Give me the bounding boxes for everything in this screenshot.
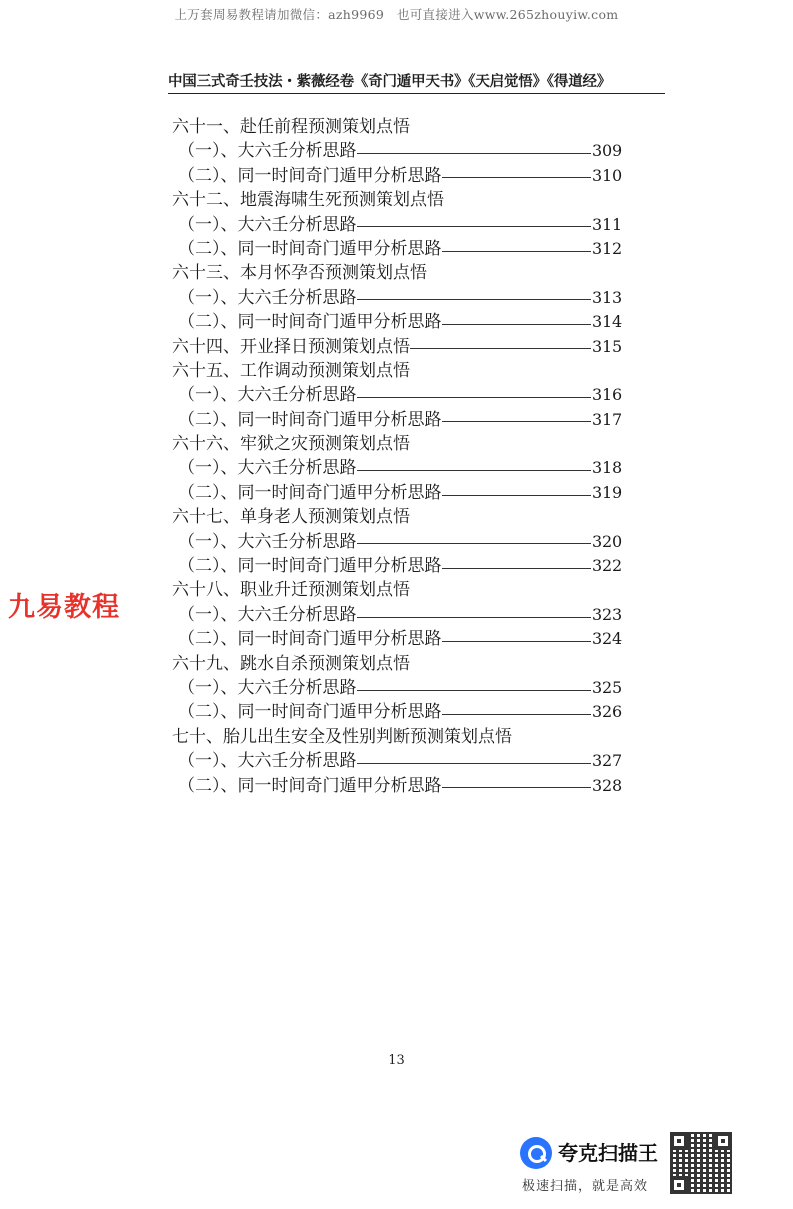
toc-subentry bbox=[170, 481, 622, 505]
toc-entry-title: （二）、同一时间奇门遁甲分析思路 bbox=[178, 556, 442, 577]
toc-section bbox=[170, 725, 622, 749]
toc-page-number: 318 bbox=[592, 458, 622, 478]
toc-leader-line bbox=[442, 177, 592, 178]
toc-subentry bbox=[170, 310, 622, 334]
toc-subentry bbox=[170, 139, 622, 163]
toc-entry-title: （一）、大六壬分析思路 bbox=[178, 287, 357, 308]
header-rule bbox=[168, 93, 665, 94]
toc-leader-line bbox=[442, 421, 592, 422]
toc-subentry bbox=[170, 456, 622, 480]
toc-entry-title: 六十一、赴任前程预测策划点悟 bbox=[172, 117, 410, 137]
toc-entry-title: （二）、同一时间奇门遁甲分析思路 bbox=[178, 312, 442, 333]
toc-entry-title: 六十四、开业择日预测策划点悟 bbox=[172, 336, 410, 357]
toc-leader-line bbox=[357, 153, 592, 154]
toc-page-number: 316 bbox=[592, 385, 622, 405]
toc-section bbox=[170, 359, 622, 383]
toc-entry-title: 六十六、牢狱之灾预测策划点悟 bbox=[172, 434, 410, 455]
toc-page-number: 315 bbox=[592, 336, 622, 356]
toc-page-number: 327 bbox=[592, 751, 622, 771]
scanner-app-name: 夸克扫描王 bbox=[558, 1141, 658, 1165]
toc-section bbox=[170, 578, 622, 602]
toc-subentry bbox=[170, 383, 622, 407]
toc-leader-line bbox=[357, 397, 592, 398]
toc-entry-title: （一）、大六壬分析思路 bbox=[178, 214, 357, 235]
toc-leader-line bbox=[442, 714, 592, 715]
toc-subentry bbox=[170, 213, 622, 237]
toc-entry-title: （一）、大六壬分析思路 bbox=[178, 604, 357, 625]
toc-page-number: 323 bbox=[592, 604, 622, 624]
toc-leader-line bbox=[442, 641, 592, 642]
toc-leader-line bbox=[357, 617, 592, 618]
toc-section bbox=[170, 505, 622, 529]
toc-page-number: 311 bbox=[592, 214, 622, 234]
watermark: 九易教程 bbox=[8, 592, 120, 623]
toc-subentry bbox=[170, 530, 622, 554]
toc-section bbox=[170, 652, 622, 676]
toc-entry-title: 六十五、工作调动预测策划点悟 bbox=[172, 360, 410, 381]
toc-subentry bbox=[170, 164, 622, 188]
toc-subentry bbox=[170, 603, 622, 627]
toc-entry-title: （一）、大六壬分析思路 bbox=[178, 458, 357, 479]
toc-section bbox=[170, 335, 622, 359]
toc-page-number: 322 bbox=[592, 556, 622, 576]
toc-leader-line bbox=[442, 787, 592, 788]
toc-subentry bbox=[170, 237, 622, 261]
toc-entry-title: （二）、同一时间奇门遁甲分析思路 bbox=[178, 629, 442, 650]
toc-leader-line bbox=[442, 568, 592, 569]
toc-leader-line bbox=[410, 348, 591, 349]
toc-entry-title: 六十八、职业升迁预测策划点悟 bbox=[172, 580, 410, 601]
toc-entry-title: 六十九、跳水自杀预测策划点悟 bbox=[172, 653, 410, 674]
toc-entry-title: （二）、同一时间奇门遁甲分析思路 bbox=[178, 775, 442, 796]
toc-entry-title: 六十二、地震海啸生死预测策划点悟 bbox=[172, 190, 444, 211]
toc-page-number: 324 bbox=[592, 629, 622, 649]
toc-page-number: 320 bbox=[592, 531, 622, 551]
toc-section bbox=[170, 115, 622, 139]
toc-leader-line bbox=[357, 470, 592, 471]
toc-leader-line bbox=[357, 226, 592, 227]
toc-section bbox=[170, 432, 622, 456]
toc-page-number: 326 bbox=[592, 702, 622, 722]
toc-subentry bbox=[170, 749, 622, 773]
toc-section bbox=[170, 188, 622, 212]
table-of-contents bbox=[170, 115, 622, 798]
toc-entry-title: 七十、胎儿出生安全及性别判断预测策划点悟 bbox=[172, 726, 512, 747]
toc-page-number: 310 bbox=[592, 165, 622, 185]
toc-subentry bbox=[170, 286, 622, 310]
scanner-branding bbox=[520, 1132, 735, 1198]
toc-entry-title: （一）、大六壬分析思路 bbox=[178, 531, 357, 552]
toc-page-number: 325 bbox=[592, 677, 622, 697]
top-banner: 上万套周易教程请加微信：azh9969 也可直接进入www.265zhouyiw.com bbox=[174, 7, 619, 22]
toc-subentry bbox=[170, 627, 622, 651]
toc-leader-line bbox=[442, 324, 592, 325]
toc-page-number: 309 bbox=[592, 141, 622, 161]
toc-entry-title: （二）、同一时间奇门遁甲分析思路 bbox=[178, 702, 442, 723]
toc-entry-title: （二）、同一时间奇门遁甲分析思路 bbox=[178, 238, 442, 259]
toc-entry-title: （一）、大六壬分析思路 bbox=[178, 677, 357, 698]
running-header: 中国三式奇壬技法・紫薇经卷《奇门遁甲天书》《天启觉悟》《得道经》 bbox=[168, 73, 612, 90]
toc-leader-line bbox=[442, 251, 592, 252]
toc-page-number: 314 bbox=[592, 312, 622, 332]
page-number: 13 bbox=[388, 1053, 405, 1068]
toc-entry-title: （二）、同一时间奇门遁甲分析思路 bbox=[178, 409, 442, 430]
toc-section bbox=[170, 261, 622, 285]
qr-code-icon bbox=[670, 1132, 732, 1194]
toc-entry-title: 六十三、本月怀孕否预测策划点悟 bbox=[172, 263, 427, 284]
toc-page-number: 328 bbox=[592, 775, 622, 795]
toc-subentry bbox=[170, 676, 622, 700]
toc-subentry bbox=[170, 774, 622, 798]
scanner-slogan: 极速扫描，就是高效 bbox=[522, 1179, 649, 1194]
toc-entry-title: 六十七、单身老人预测策划点悟 bbox=[172, 507, 410, 528]
toc-subentry bbox=[170, 408, 622, 432]
toc-entry-title: （一）、大六壬分析思路 bbox=[178, 751, 357, 772]
quark-logo-icon bbox=[520, 1137, 552, 1169]
toc-entry-title: （二）、同一时间奇门遁甲分析思路 bbox=[178, 165, 442, 186]
toc-leader-line bbox=[442, 495, 592, 496]
toc-leader-line bbox=[357, 763, 592, 764]
toc-page-number: 312 bbox=[592, 238, 622, 258]
toc-leader-line bbox=[357, 543, 592, 544]
toc-leader-line bbox=[357, 690, 592, 691]
toc-entry-title: （一）、大六壬分析思路 bbox=[178, 141, 357, 162]
toc-subentry bbox=[170, 554, 622, 578]
toc-subentry bbox=[170, 700, 622, 724]
toc-page-number: 313 bbox=[592, 287, 622, 307]
toc-entry-title: （一）、大六壬分析思路 bbox=[178, 385, 357, 406]
toc-entry-title: （二）、同一时间奇门遁甲分析思路 bbox=[178, 482, 442, 503]
toc-page-number: 317 bbox=[592, 409, 622, 429]
toc-page-number: 319 bbox=[592, 482, 622, 502]
toc-leader-line bbox=[357, 299, 592, 300]
